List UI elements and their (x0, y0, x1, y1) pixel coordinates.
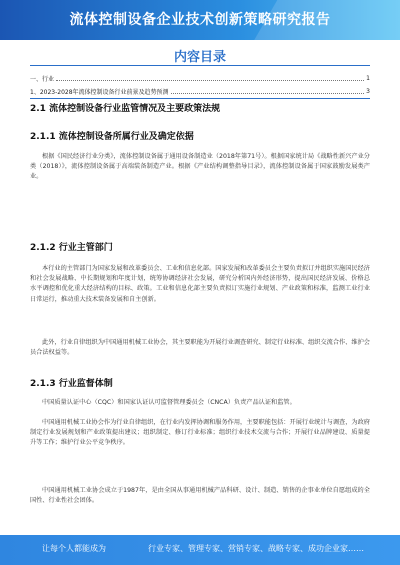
footer-banner (0, 535, 400, 565)
toc-entry-page: 1 (366, 74, 370, 82)
body-paragraph: 中国通用机械工业协会作为行业自律组织，在行业内发挥协调和服务作用，主要职能包括：开展行业统计与调查，为政府制定行业发展规划和产业政策提出建议；组织制定、修订行业标准；组织行业技术交流与合作；开展行业品牌建设、质量提升等工作；维护行业公平竞争秩序。 (30, 419, 370, 447)
subsection-heading: 2.1.3 行业监督体制 (30, 379, 113, 389)
report-header (0, 0, 400, 40)
footer-roles: 行业专家、管理专家、营销专家、战略专家、成功企业家…… (148, 544, 364, 553)
toc-entry-label: 一、行业 (30, 75, 55, 83)
report-title: 流体控制设备企业技术创新策略研究报告 (69, 12, 331, 28)
subsection-heading: 2.1.1 流体控制设备所属行业及确定依据 (30, 132, 194, 142)
body-paragraph: 中国通用机械工业协会成立于1987年，是由全国从事通用机械产品科研、设计、制造、销售的企事业单位自愿组成的全国性、行业性社会团体。 (30, 487, 370, 505)
body-paragraph: 中国质量认证中心（CQC）和国家认证认可监督管理委员会（CNCA）负责产品认证和监管。 (42, 399, 296, 406)
subsection-heading: 2.1.2 行业主管部门 (30, 243, 113, 253)
toc-rule-top (30, 65, 370, 66)
toc-leader-dots (56, 76, 364, 81)
toc-title: 内容目录 (173, 50, 226, 65)
toc-entry-page: 3 (366, 87, 370, 95)
toc-rule-bottom (30, 98, 370, 99)
section-heading: 2.1 流体控制设备行业监管情况及主要政策法规 (30, 104, 221, 114)
footer-tagline: 让每个人都能成为 (42, 544, 106, 553)
body-paragraph: 根据《国民经济行业分类》，流体控制设备属于通用设备制造业（2018年第71号）。根据国家统计局《战略性新兴产业分类（2018）》，流体控制设备属于高端装备制造产业。根据《产业结构调整指导目录》，流体控制设备属于国家鼓励发展类产业。 (30, 153, 370, 181)
body-paragraph: 本行业的主管部门为国家发展和改革委员会、工业和信息化部。国家发展和改革委员会主要负责拟订并组织实施国民经济和社会发展战略、中长期规划和年度计划，统筹协调经济社会发展，研究分析国内外经济形势，提出国民经济发展、价格总水平调控和优化重大经济结构的目标、政策。工业和信息化部主要负责拟订实施行业规划、产业政策和标准，监测工业行业日常运行，推动重大技术装备发展和自主创新。 (30, 265, 370, 303)
toc-entry[interactable] (30, 72, 370, 84)
toc-leader-dots (171, 89, 365, 94)
toc-entry[interactable] (30, 85, 370, 97)
body-paragraph: 此外，行业自律组织为中国通用机械工业协会，其主要职能为开展行业调查研究、制定行业标准、组织交流合作、维护会员合法权益等。 (30, 339, 370, 357)
toc-entry-label: 1、2023-2028年流体控制设备行业前景及趋势预测 (30, 88, 169, 96)
